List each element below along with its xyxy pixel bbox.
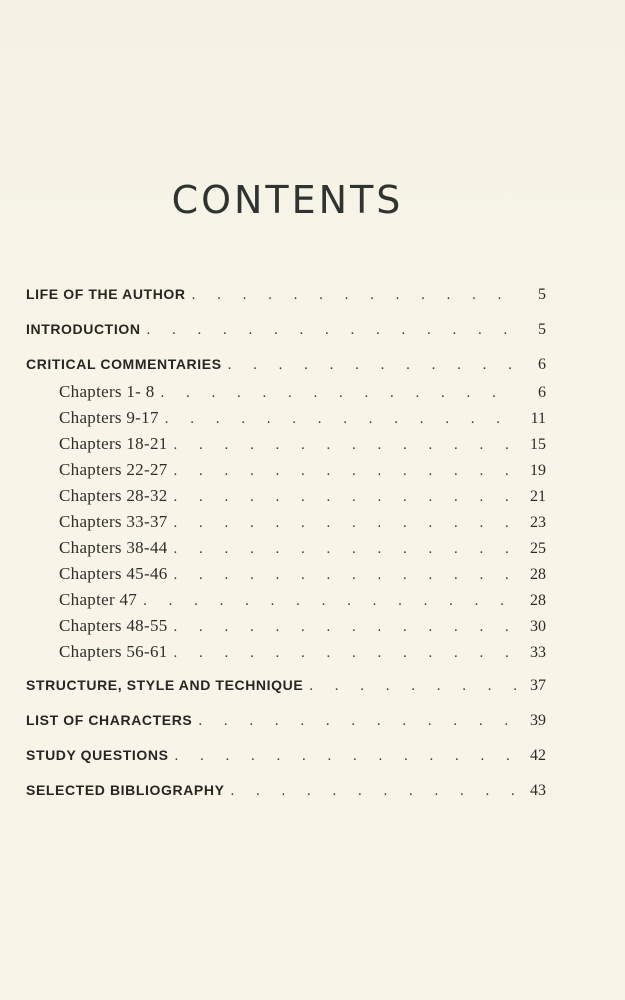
dot-leader xyxy=(175,748,518,765)
toc-page-number: 33 xyxy=(530,644,546,661)
toc-entry-list-of-characters xyxy=(26,712,546,734)
dot-leader xyxy=(174,619,518,636)
toc-entry-label: Chapters 18-21 xyxy=(59,434,168,453)
toc-entry-chapter-47 xyxy=(59,590,546,612)
toc-entry-chapters-9-17 xyxy=(59,408,546,430)
toc-page-number: 6 xyxy=(538,384,546,401)
toc-entry-label: LIFE OF THE AUTHOR xyxy=(26,286,186,302)
dot-leader xyxy=(161,385,519,402)
toc-entry-selected-bibliography xyxy=(26,782,546,804)
toc-page-number: 5 xyxy=(538,321,546,338)
toc-entry-chapters-38-44 xyxy=(59,538,546,560)
toc-page-number: 5 xyxy=(538,286,546,303)
toc-page-number: 37 xyxy=(530,677,546,694)
toc-entry-label: Chapters 48-55 xyxy=(59,616,168,635)
toc-entry-label: STRUCTURE, STYLE AND TECHNIQUE xyxy=(26,677,304,693)
toc-entry-study-questions xyxy=(26,747,546,769)
toc-page-number: 28 xyxy=(530,566,546,583)
dot-leader xyxy=(174,463,518,480)
toc-page-number: 43 xyxy=(530,782,546,799)
toc-entry-chapters-28-32 xyxy=(59,486,546,508)
toc-page-number: 25 xyxy=(530,540,546,557)
toc-entry-chapters-18-21 xyxy=(59,434,546,456)
dot-leader xyxy=(309,678,518,695)
toc-entry-label: Chapters 22-27 xyxy=(59,460,168,479)
toc-page-number: 11 xyxy=(530,410,546,427)
toc-entry-label: SELECTED BIBLIOGRAPHY xyxy=(26,782,225,798)
toc-entry-chapters-1-8 xyxy=(59,382,546,404)
toc-entry-label: Chapters 1- 8 xyxy=(59,382,155,401)
toc-page-number: 30 xyxy=(530,618,546,635)
toc-entry-label: LIST OF CHARACTERS xyxy=(26,712,193,728)
toc-page-number: 19 xyxy=(530,462,546,479)
dot-leader xyxy=(143,593,518,610)
toc-entry-chapters-22-27 xyxy=(59,460,546,482)
dot-leader xyxy=(231,783,518,800)
toc-entry-label: Chapters 56-61 xyxy=(59,642,168,661)
toc-page-number: 39 xyxy=(530,712,546,729)
dot-leader xyxy=(174,645,518,662)
page-title: CONTENTS xyxy=(171,178,404,222)
dot-leader xyxy=(174,515,518,532)
dot-leader xyxy=(228,357,518,374)
toc-entry-label: INTRODUCTION xyxy=(26,321,141,337)
toc-entry-label: Chapter 47 xyxy=(59,590,138,609)
toc-entry-label: Chapters 28-32 xyxy=(59,486,168,505)
toc-page-number: 21 xyxy=(530,488,546,505)
toc-entry-life-of-the-author xyxy=(26,286,546,308)
toc-page-number: 42 xyxy=(530,747,546,764)
toc-entry-label: STUDY QUESTIONS xyxy=(26,747,169,763)
dot-leader xyxy=(165,411,518,428)
toc-entry-chapters-33-37 xyxy=(59,512,546,534)
toc-page-number: 6 xyxy=(538,356,546,373)
toc-entry-label: Chapters 45-46 xyxy=(59,564,168,583)
toc-entry-label: Chapters 33-37 xyxy=(59,512,168,531)
dot-leader xyxy=(174,489,518,506)
toc-entry-structure-style-technique xyxy=(26,677,546,699)
dot-leader xyxy=(147,322,518,339)
toc-entry-introduction xyxy=(26,321,546,343)
toc-entry-label: Chapters 38-44 xyxy=(59,538,168,557)
toc-entry-chapters-48-55 xyxy=(59,616,546,638)
dot-leader xyxy=(174,567,518,584)
toc-page-number: 23 xyxy=(530,514,546,531)
toc-entry-critical-commentaries xyxy=(26,356,546,378)
toc-entry-chapters-56-61 xyxy=(59,642,546,664)
dot-leader xyxy=(192,287,518,304)
toc-entry-label: Chapters 9-17 xyxy=(59,408,159,427)
toc-entry-chapters-45-46 xyxy=(59,564,546,586)
dot-leader xyxy=(198,713,518,730)
toc-entry-label: CRITICAL COMMENTARIES xyxy=(26,356,222,372)
dot-leader xyxy=(174,541,518,558)
toc-page-number: 15 xyxy=(530,436,546,453)
dot-leader xyxy=(174,437,518,454)
toc-page-number: 28 xyxy=(530,592,546,609)
